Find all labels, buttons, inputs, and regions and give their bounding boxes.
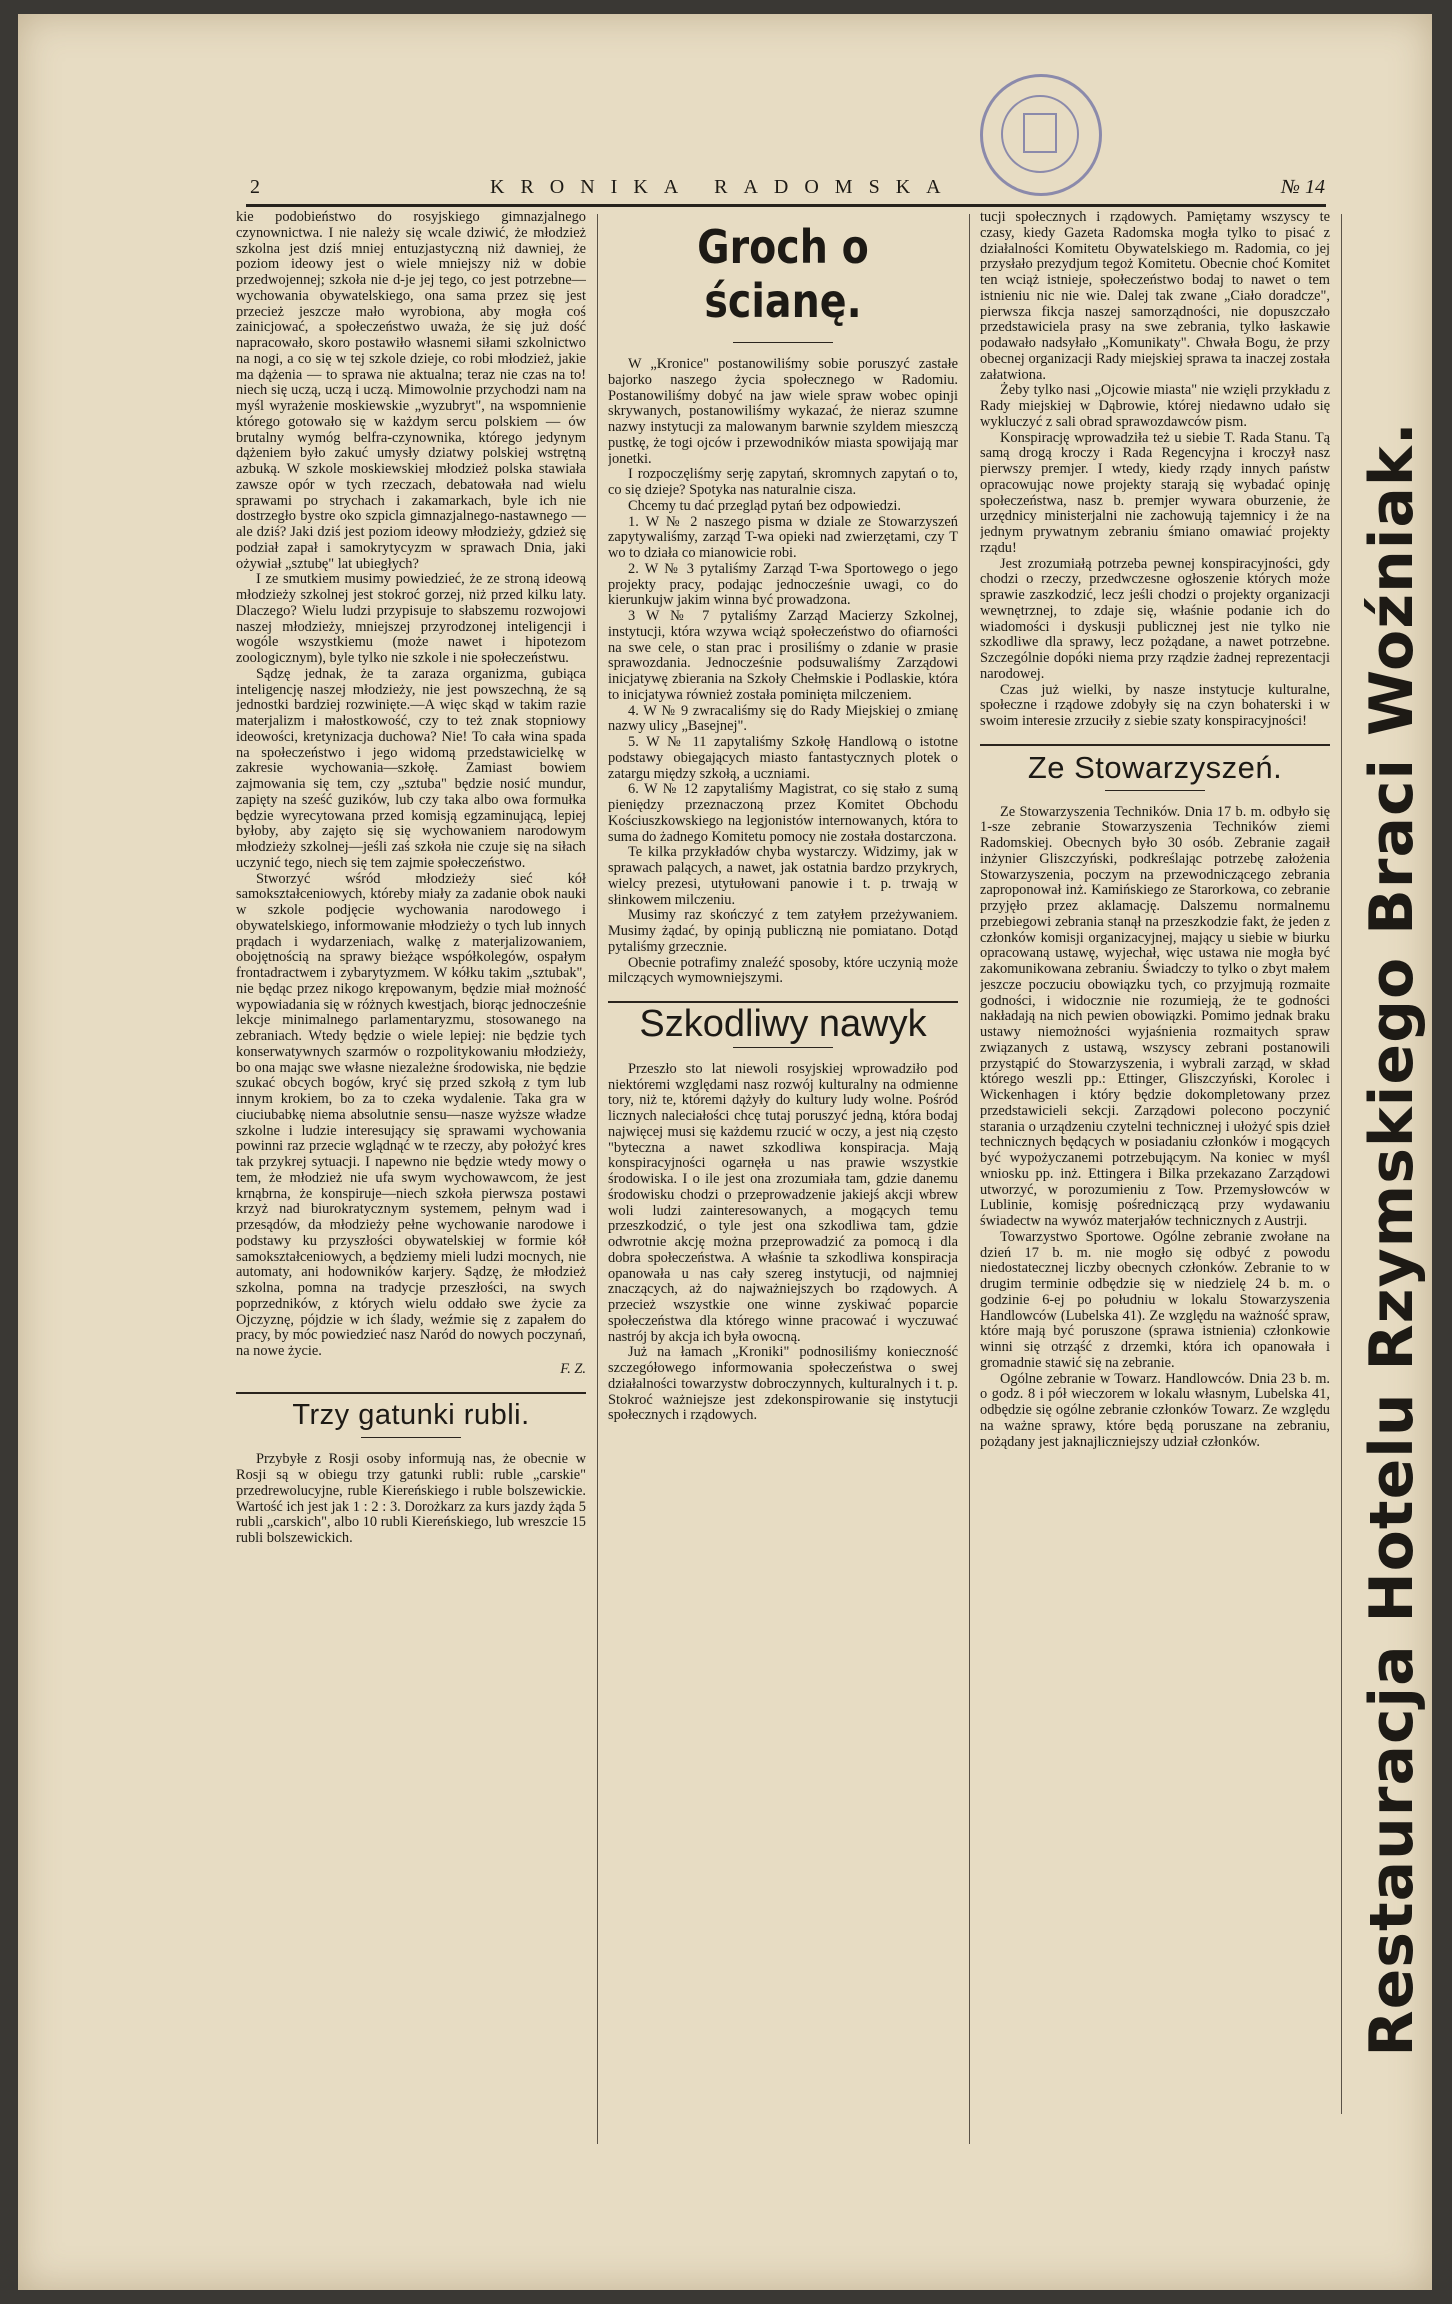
col3-paragraph: tucji społecznych i rządowych. Pamiętamy wszyscy te czasy, kiedy Gazeta Radomska mogła tylko to pisać z działalności Komitetu Obywatelskiego m. Radomia, co jej przysłało prezydjum tegoż Komitetu. Obecnie choć Komitet ten wciąż istnieje, społeczeństwo bodaj to nawet o tem istnieniu nic nie wie. Dalej tak zwane „Ciało doradcze", pierwsza fikcja naszej samorządności, nie dopuszczało przedstawiciela prasy na swe zebrania, tylko łaskawie podawało nadsyłało „Komunikaty". Chwała Bogu, że przy obecnej organizacji Rady miejskiej sprawa ta inaczej została załatwiona. (980, 210, 1330, 383)
column-2 (608, 210, 958, 2210)
col3-paragraph: Ze Stowarzyszenia Techników. Dnia 17 b. m. odbyło się 1-sze zebranie Stowarzyszenia Techników ziemi Radomskiej. Obecnych było 30 osób. Zebranie zagaił inżynier Gliszczyński, podkreślając potrzebę założenia Stowarzyszenia, poczym na przewodniczącego zebrania zaproponował inż. Kamińskiego ze Starorkowa, co zebranie przyjęło przez aklamację. Dalszemu normalnemu przebiegowi zebrania stanął na przeszkodzie fakt, że jeden z członków komisji organizacyjnej, mający u siebie w biurku opracowaną ustawę, wyjechał, więc ustawa nie mogła być zakomunikowana zebraniu. Świadczy to tylko o zbyt małem jeszcze poczuciu obowiązku tych, co przyjmują rozmaite godności, i widocznie nie rozumieją, że te godności nakładają na nich pewien obowiązki. Pomimo jednak braku ustawy niemożności wyjaśnienia rozmaitych spraw związanych z ustawą, wszyscy zebrani postanowili przystąpić do Stowarzyszenia, i wybrali zarząd, w skład którego weszli pp.: Ettinger, Gliszczyński, Korolec i Wickenhagen i który będzie dokompletowany przez przedstawicieli sekcji. Zarządowi polecono poczynić starania o urządzeniu czytelni technicznej i ułożyć spis dzieł technicznych będących w posiadaniu członków i mogących być wypożyczanemi potrzebującym. Na koniec w myśl wniosku pp. inż. Ettingera i Bilka przekazano Zarządowi utworzyć, w porozumieniu z Tow. Przemysłowców w Lublinie, komisję pośredniczącą przy wydawaniu świadectw na wywóz materjałów technicznych z Austrji. (980, 803, 1330, 1229)
article-signature: F. Z. (560, 1360, 586, 1377)
column-separator (597, 214, 598, 2144)
advertisement-text: Restauracja Hotelu Rzymskiego Braci Woźniak. (1357, 421, 1427, 2057)
col3-paragraph: Konspirację wprowadziła też u siebie T. Rada Stanu. Tą samą drogą kroczy i Rada Regencyjna i kroczył nasz pierwszy premjer. I wtedy, kiedy rządy innych państw opracowując nowe projekty starają się wybadać opinję społeczeństwa, nasz b. premjer wywara oburzenie, że urzędnicy ministerjalni nie zachowują tajemnicy i że na jednym prywatnym zebraniu śmiano omawiać projekty rządu! (980, 429, 1330, 556)
col2-paragraph: 5. W № 11 zapytaliśmy Szkołę Handlową o istotne podstawy obiegających miasto fantastycznych plotek o zatargu między szkołą, a uczniami. (608, 734, 958, 782)
col2-paragraph: 3 W № 7 pytaliśmy Zarząd Macierzy Szkolnej, instytucji, która wzywa wciąż społeczeństwo do ofiarności na swe cele, o stan prac i prosiliśmy o zdanie w prasie sprawozdania. Jednocześnie podsuwaliśmy Zarządowi inicjatywę zbierania na Szkoły Chełmskie i Podlaskie, która to inicjatywa również została pominięta milczeniem. (608, 608, 958, 703)
col1-paragraph: I ze smutkiem musimy powiedzieć, że ze stroną ideową młodzieży szkolnej jest stokroć gorzej, niż przed kilku laty. Dlaczego? Wielu ludzi przypisuje to słabszemu rozwojowi naszej młodzieży, mniejszej przyrodzonej inteligencji i wogóle wszystkiemu (może nawet i hipotezom zoologicznym), byle tylko nie szkole i nie społeczeństwu. (236, 571, 586, 666)
col3-paragraph: Towarzystwo Sportowe. Ogólne zebranie zwołane na dzień 17 b. m. nie mogło się odbyć z powodu niedostatecznej liczby obecnych członków. Zebranie to w drugim terminie odbędzie się w niedzielę 24 b. m. o godzinie 6-ej po południu w lokalu Stowarzyszenia Handlowców (Lubelska 41). Ze względu na ważność spraw, które mają być poruszone (sprawa istnienia) członkowie winni się otrząść z drzemki, która ich opanowała i gromadnie stawić się na zebranie. (980, 1228, 1330, 1371)
col3-paragraph: Żeby tylko nasi „Ojcowie miasta" nie wzięli przykładu z Rady miejskiej w Dąbrowie, której niedawno udało się wykluczyć z sali obrad sprawozdawców pism. (980, 382, 1330, 430)
newspaper-page (18, 14, 1432, 2290)
vertical-advertisement (1356, 284, 1428, 2194)
title-underline (733, 342, 833, 343)
title-underline (733, 1047, 833, 1048)
article-divider (980, 744, 1330, 746)
col2-paragraph: 1. W № 2 naszego pisma w dziale ze Stowarzyszeń zapytywaliśmy, zarząd T-wa opieki nad zwierzętami, czy T wo to działa co mianowicie robi. (608, 513, 958, 561)
column-1 (236, 210, 586, 2160)
col1-article2-text: Przybyłe z Rosji osoby informują nas, że obecnie w Rosji są w obiegu trzy gatunki rubli: ruble „carskie" przedrewolucyjne, ruble Kiereńskiego i ruble bolszewickie. Wartość ich jest jak 1 : 2 : 3. Dorożkarz za kurs jazdy żąda 5 rubli „carskich", albo 10 rubli Kiereńskiego, lub wreszcie 15 rubli bolszewickich. (236, 1451, 586, 1546)
col2-paragraph: W „Kronice" postanowiliśmy sobie poruszyć zastałe bajorko naszego życia społecznego w Radomiu. Postanowiliśmy dobyć na jaw wiele spraw wobec opinji skrywanych, postanowiliśmy wykazać, że nieraz szumne nazwy instytucji za malowanym barwnie szyldem mieszczą pustkę, że togi ojców i przewodników miasta spowijają mar jonetki. (608, 356, 958, 467)
col2-paragraph: Przeszło sto lat niewoli rosyjskiej wprowadziło pod niektóremi względami nasz rozwój kulturalny na odmienne tory, niż te, któremi dążyły do kultury ludy wolne. Pośród licznych naleciałości chcę tutaj poruszyć jedną, która bodaj najwięcej musi się każdemu rzucić w oczy, a jest nią często "byteczna a nawet szkodliwa konspiracja. Mają konspiracyjności ogarnęła u nas prawie wszystkie środowiska. I o ile jest ona zrozumiała tam, gdzie danemu środowisku chodzi o przeprowadzenie jakiejś akcji wbrew woli ludzi zainteresowanych, a mogących temu przeszkodzić, o tyle jest ona szkodliwa tam, gdzie odwrotnie akcję można przeprowadzić za pomocą i dla dobra społeczeństwa. A właśnie ta szkodliwa konspiracja opanowała u nas cały szereg instytucji, od najmniej znaczących, aż do najważniejszych bo rządowych. A przecież wszystkie one winne zyskiwać poparcie społeczeństwa dla którego winne pracować i wyczuwać nastrój by akcja ich była owocną. (608, 1060, 958, 1345)
col2-paragraph: 4. W № 9 zwracaliśmy się do Rady Miejskiej o zmianę nazwy ulicy „Basejnej". (608, 702, 958, 735)
col2-paragraph: 6. W № 12 zapytaliśmy Magistrat, co się stało z sumą pieniędzy przeznaczoną przez Komitet Obchodu Kościuszkowskiego na legjonistów internowanych, która to suma do żadnego Komitetu pomocy nie została dostarczona. (608, 781, 958, 845)
article-divider (236, 1392, 586, 1394)
article-title-ze-stowarzyszen: Ze Stowarzyszeń. (1027, 749, 1283, 785)
col2-paragraph: Musimy raz skończyć z tem zatyłem przeżywaniem. Musimy żądać, by opinją publiczną nie pomiatano. Dotąd pytaliśmy grzecznie. (608, 907, 958, 955)
issue-number: № 14 (1281, 176, 1325, 198)
col2-paragraph: Obecnie potrafimy znaleźć sposoby, które uczynią może milczących wymowniejszymi. (608, 954, 958, 987)
col1-paragraph: Stworzyć wśród młodzieży sieć kół samokształceniowych, któreby miały za zadanie obok nauki w szkole podjęcie wychowania narodowego i obywatelskiego, informowanie młodzieży o tych lub innych prądach i wydarzeniach, walkę z materjalizowaniem, obojętnością na sprawy bieżące współkolegów, ospałym frontadractwem i zybarytyzmem. W kółku takim „sztubak", nie będąc przez nikogo krępowanym, będzie miał możność wypowiadania się w różnych kwestjach, biorąc jednocześnie lekcje minimalnego parlamentaryzmu, stosowanego na zebraniach. Wtedy będzie o wiele lepiej: nie będzie tych konserwatywnych szarmów o rozpolitykowaniu młodzieży, bo ona mając swe własne niezależne środowiska, nie będzie szukać obcych bogów, kryć się przed szkołą z tym lub innym krokiem, bo za to czeka wydalenie. Taka gra w ciuciubabkę niema absolutnie sensu—nasze wyższe władze szkolne i ludzie interesujący się sprawami wychowania powinni raz przecie wglądnąć w te rzeczy, aby położyć kres tak przykrej sytuacji. I napewno nie będzie wtedy mowy o tem, że młodzież nie ufa swym wychowawcom, że jest krnąbrna, że konspiruje—niech szkoła pierwsza postawi krzyż nad biurokratycznym systemem, pełnym wad i przesądów, da młodzieży pełne wychowanie narodowe i podstawy ku przyszłości obywatelskiej w formie kół samokształceniowych, a będziemy mieli ludzi mocnych, nie automaty, ani hodowników karjery. Sądzę, że młodzież szkolna, pomna na tradycje przeszłości, na swych poprzedników, z których wielu oddało swe życie za Ojczyznę, pójdzie w ich ślady, weźmie się z zapałem do pracy, by móc powiedzieć nasz Naród do nowych poczynań, na nowe życie. (236, 870, 586, 1359)
article-title-szkodliwy-nawyk: Szkodliwy nawyk (639, 1003, 927, 1045)
title-underline (1105, 790, 1205, 791)
header-rule (246, 204, 1326, 207)
masthead-title: KRONIKA RADOMSKA (490, 176, 957, 198)
article-title-groch-o-sciane: Groch o ścianę. (697, 220, 869, 328)
column-separator (1341, 214, 1342, 2114)
col1-paragraph: kie podobieństwo do rosyjskiego gimnazjalnego czynownictwa. I nie należy się wcale dziwić, że młodzież szkolna jest dziś mniej entuzjastyczną niż dawniej, że poziom ideowy jest o wiele mniejszy niż w dobie przedwojennej; szkoła nie d-je jej tego, co jest potrzebne—wychowania obywatelskiego, ona sama przez się jest przecież jeszcze mało wyrobiona, aby mogła coś zainicjować, a społeczeństwo uważa, że się już dość napracowało, skoro postawiło własnemi siłami szkolnictwo na nogi, a co się w tej szkole dzieje, co robi młodzież, jakie ma dążenia — to sprawa nie aktualna; teraz nie czas na to! niech się uczą, uczą i uczą. Mimowolnie przychodzi nam na myśl wyrażenie moskiewskie „wyzubryt", na wspomnienie którego gotowało się w każdym sercu polskiem — ów brutalny wymóg belfra-czynownika, którego jedynym dążeniem było zakuć umysły dziatwy polskiej wstrętną azbuką. W szkole moskiewskiej młodzież polska stawiała zawsze opór w tych rzeczach, debatowała nad wielu sprawami po strychach i zakamarkach, byle ich nie dostrzegło bystre oko szpicla gimnazjalnego-nastawnego — ale dziś? Jaki dziś jest poziom ideowy młodzieży, gdzież się podział zapał i samokrytycyzm w sprawach Dnia, jaki ożywiał „sztubę" lat ubiegłych? (236, 210, 586, 572)
article-title-trzy-gatunki-rubli: Trzy gatunki rubli. (292, 1398, 530, 1431)
col1-paragraph: Sądzę jednak, że ta zaraza organizma, gubiąca inteligencję naszej młodzieży, nie jest powszechną, że są jednostki bardziej rozwinięte.—A więc skąd w takim razie materjalizm i małostkowość, czy to też znak stopniowy ideowości, kretynizacja duchowa? Nie! To cała wina spada na społeczeństwo i jego widomą przedstawicielkę w zakresie wychowania—szkołę. Zamiast bowiem zajmowania się tem, czy „sztuba" będzie nosić mundur, zapięty na sześć guzików, lub czy taka albo owa formułka będzie wyrecytowana przed komisją egzaminującą, lepiej byłoby, aby zajęto się się wychowaniem narodowym młodzieży szkolnej—jeśli zaś szkoła nie czuje się na siłach uczynić tego, niech się tem zajmie społeczeństwo. (236, 665, 586, 871)
col3-paragraph: Ogólne zebranie w Towarz. Handlowców. Dnia 23 b. m. o godz. 8 i pół wieczorem w lokalu własnym, Lubelska 41, odbędzie się ogólne zebranie członków Towarz. Ze względu na ważne sprawy, które będą poruszane na zebraniu, pożądany jest jaknajliczniejszy udział członków. (980, 1370, 1330, 1450)
stamp-mark (1023, 113, 1057, 153)
col3-paragraph: Jest zrozumiałą potrzeba pewnej konspiracyjności, gdy chodzi o rzeczy, przedwczesne ogłoszenie których może sprawie zaszkodzić, lecz jeśli chodzi o projekty organizacji wewnętrznej, to zdaje się, właśnie podanie ich do wiadomości i dyskusji publicznej jest nie tylko nie szkodliwe dla sprawy, lecz pożądane, a nawet potrzebne. Szczególnie dopóki niema przy rządzie żadnej reprezentacji narodowej. (980, 555, 1330, 682)
page-header (250, 172, 1325, 202)
col3-paragraph: Czas już wielki, by nasze instytucje kulturalne, społeczne i rządowe zdobyły się na czyn bohaterski i w swoim interesie zrzuciły z siebie szaty konspiracyjności! (980, 681, 1330, 729)
col2-paragraph: Już na łamach „Kroniki" podnosiliśmy konieczność szczegółowego informowania społeczeństwa o swej działalności towarzystw dobroczynnych, kulturalnych i t. p. Stokroć ważniejsze jest zdekonspirowanie się instytucji społecznych i rządowych. (608, 1344, 958, 1424)
title-underline (361, 1437, 461, 1438)
col2-paragraph: 2. W № 3 pytaliśmy Zarząd T-wa Sportowego o jego projekty pracy, podając jednocześnie uwagi, co do kierunkujw jakim winna być prowadzona. (608, 560, 958, 609)
column-separator (969, 214, 970, 2144)
col2-paragraph: Chcemy tu dać przegląd pytań bez odpowiedzi. (628, 497, 901, 514)
col2-paragraph: I rozpoczęliśmy serję zapytań, skromnych zapytań o to, co się dzieje? Spotyka nas naturalnie cisza. (608, 466, 958, 498)
column-3 (980, 210, 1330, 2050)
col2-paragraph: Te kilka przykładów chyba wystarczy. Widzimy, jak w sprawach palących, a nawet, jak ostatnia bardzo przykrych, wielcy prezesi, utytułowani panowie i t. p. trwają w słinkowem milczeniu. (608, 844, 958, 908)
page-number: 2 (250, 176, 260, 198)
